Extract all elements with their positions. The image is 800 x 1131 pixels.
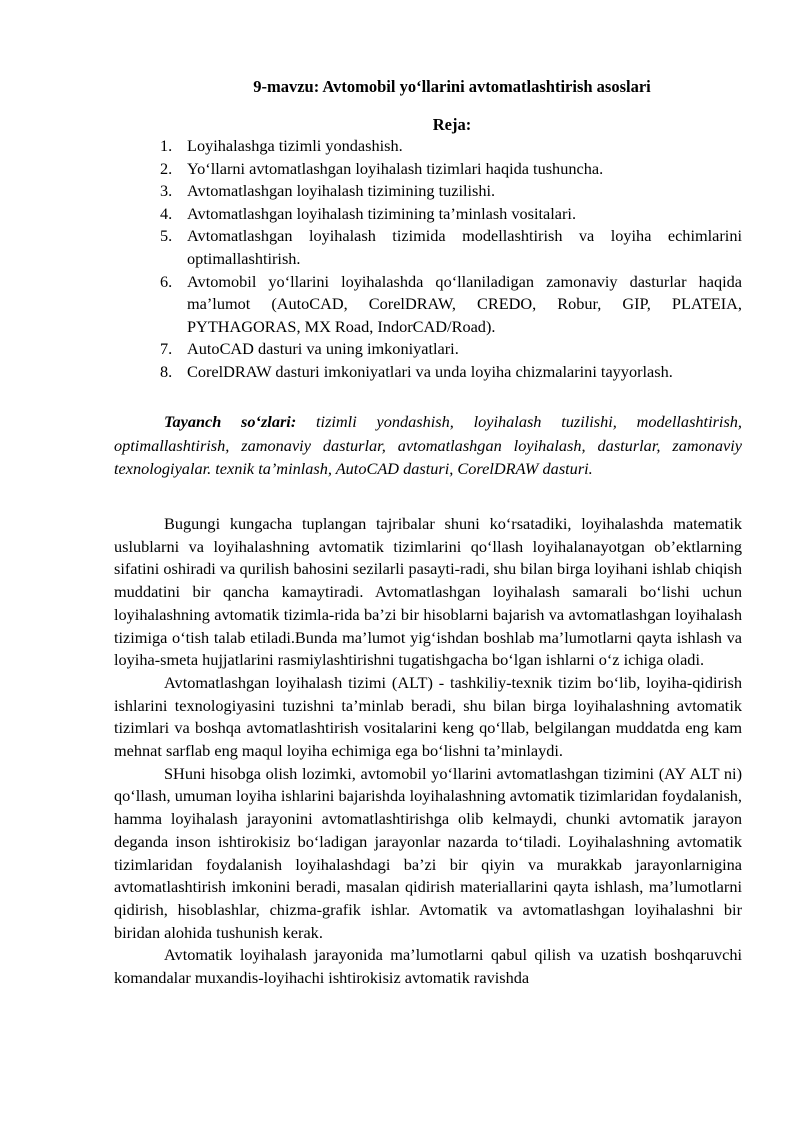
plan-item-number: 6. — [160, 271, 173, 291]
body-paragraph: Bugungi kungacha tuplangan tajribalar shuni ko‘rsatadiki, loyihalashda matematik uslublarni va loyihalashning avtomatik tizimlarini qo‘llash loyihalanayotgan ob’ektlarning sifatini oshiradi va qurilish bahosini sezilarli pasayti-radi, shu bilan birga loyihani ishlab chiqish muddatini bir qancha kamaytiradi. Avtomatlashgan loyihalash samarali bo‘lishi uchun loyihalashning avtomatik tizimla-rida ba’zi bir hisoblarni bajarish va avtomatlashgan loyihalash tizimiga o‘tish talab etiladi.Bunda ma’lumot yig‘ishdan boshlab ma’lumotlarni qayta ishlash va loyiha-smeta hujjatlarini rasmiylashtirishni tugatishgacha bo‘lgan ishlarni o‘z ichiga oladi. — [114, 514, 742, 670]
keywords-paragraph — [114, 410, 742, 481]
page-title: 9-mavzu: Avtomobil yo‘llarini avtomatlashtirish asoslari — [253, 77, 651, 96]
plan-item-text: Avtomatlashgan loyihalash tizimining tuzilishi. — [187, 181, 496, 201]
body-text — [114, 513, 742, 990]
plan-item — [160, 203, 742, 226]
plan-item-number: 1. — [160, 136, 173, 155]
keywords-label: Tayanch so‘zlari: — [164, 412, 297, 431]
plan-item-text: CorelDRAW dasturi imkoniyatlari va unda loyiha chizmalarini tayyorlash. — [187, 361, 673, 381]
plan-item-text: Avtomatlashgan loyihalash tizimining ta’minlash vositalari. — [187, 203, 577, 223]
plan-item — [160, 158, 742, 181]
plan-item-text: Avtomobil yo‘llarini loyihalashda qo‘llaniladigan zamonaviy dasturlar haqida ma’lumot (AutoCAD, CorelDRAW, CREDO, Robur, GIP, PLATEIA, PYTHAGORAS, MX Road, IndorCAD/Road). — [187, 271, 742, 336]
plan-item — [160, 271, 742, 339]
plan-heading: Reja: — [432, 115, 472, 134]
plan-item-text: AutoCAD dasturi va uning imkoniyatlari. — [187, 339, 459, 359]
plan-item-number: 7. — [160, 339, 173, 359]
plan-item — [160, 338, 742, 361]
plan-list — [160, 135, 742, 384]
plan-item-number: 3. — [160, 181, 173, 201]
plan-item-number: 2. — [160, 158, 173, 178]
plan-item — [160, 225, 742, 270]
plan-item-number: 8. — [160, 361, 173, 381]
plan-item — [160, 361, 742, 384]
plan-item — [160, 135, 742, 158]
plan-item-text: Yo‘llarni avtomatlashgan loyihalash tizimlari haqida tushuncha. — [187, 158, 604, 178]
keywords-text: tizimli yondashish, loyihalash tuzilishi, modellashtirish, optimallashtirish, zamonaviy dasturlar, avtomatlashgan loyihalash, dasturlar, zamonaviy texnologiyalar. texnik ta’minlash, AutoCAD dasturi, CorelDRAW dasturi. — [114, 412, 742, 479]
plan-item-number: 4. — [160, 203, 173, 223]
body-paragraph: Avtomatik loyihalash jarayonida ma’lumotlarni qabul qilish va uzatish boshqaruvchi komandalar muxandis-loyihachi ishtirokisiz avtomatik ravishda — [114, 945, 742, 988]
plan-item-text: Avtomatlashgan loyihalash tizimida modellashtirish va loyiha echimlarini optimallashtirish. — [187, 226, 742, 268]
plan-item-number: 5. — [160, 226, 173, 246]
body-paragraph: SHuni hisobga olish lozimki, avtomobil yo‘llarini avtomatlashgan tizimini (AY ALT ni) qo‘llash, umuman loyiha ishlarini bajarishda loyihalashning avtomatik tizimlaridan foydalanish, hamma loyihalash jarayonini avtomatlashtirishga olib kelmaydi, chunki avtomatik jarayon deganda inson ishtirokisiz bo‘ladigan jarayonlar nazarda to‘tiladi. Loyihalashning avtomatik tizimlaridan foydalanish loyihalashdagi ba’zi bir qiyin va murakkab jarayonlarnigina avtomatlashtirish imkonini beradi, masalan qidirish materiallarini qayta ishlash, ma’lumotlarni qidirish, hisoblashlar, chizma-grafik ishlar. Avtomatik va avtomatlashgan loyihalashni bir biridan alohida tushunish kerak. — [114, 763, 742, 942]
plan-item — [160, 180, 742, 203]
plan-item-text: Loyihalashga tizimli yondashish. — [187, 136, 403, 155]
body-paragraph: Avtomatlashgan loyihalash tizimi (ALT) - tashkiliy-texnik tizim bo‘lib, loyiha-qidirish ishlarini texnologiyasini tuzishni ta’minlab beradi, shu bilan birga loyihalashning avtomatik tizimlari va boshqa avtomatlashtirish vositalarini keng qo‘llab, belgilangan muddatda eng kam mehnat sarflab eng maqul loyiha echimiga ega bo‘lishni ta’minlaydi. — [114, 672, 742, 761]
